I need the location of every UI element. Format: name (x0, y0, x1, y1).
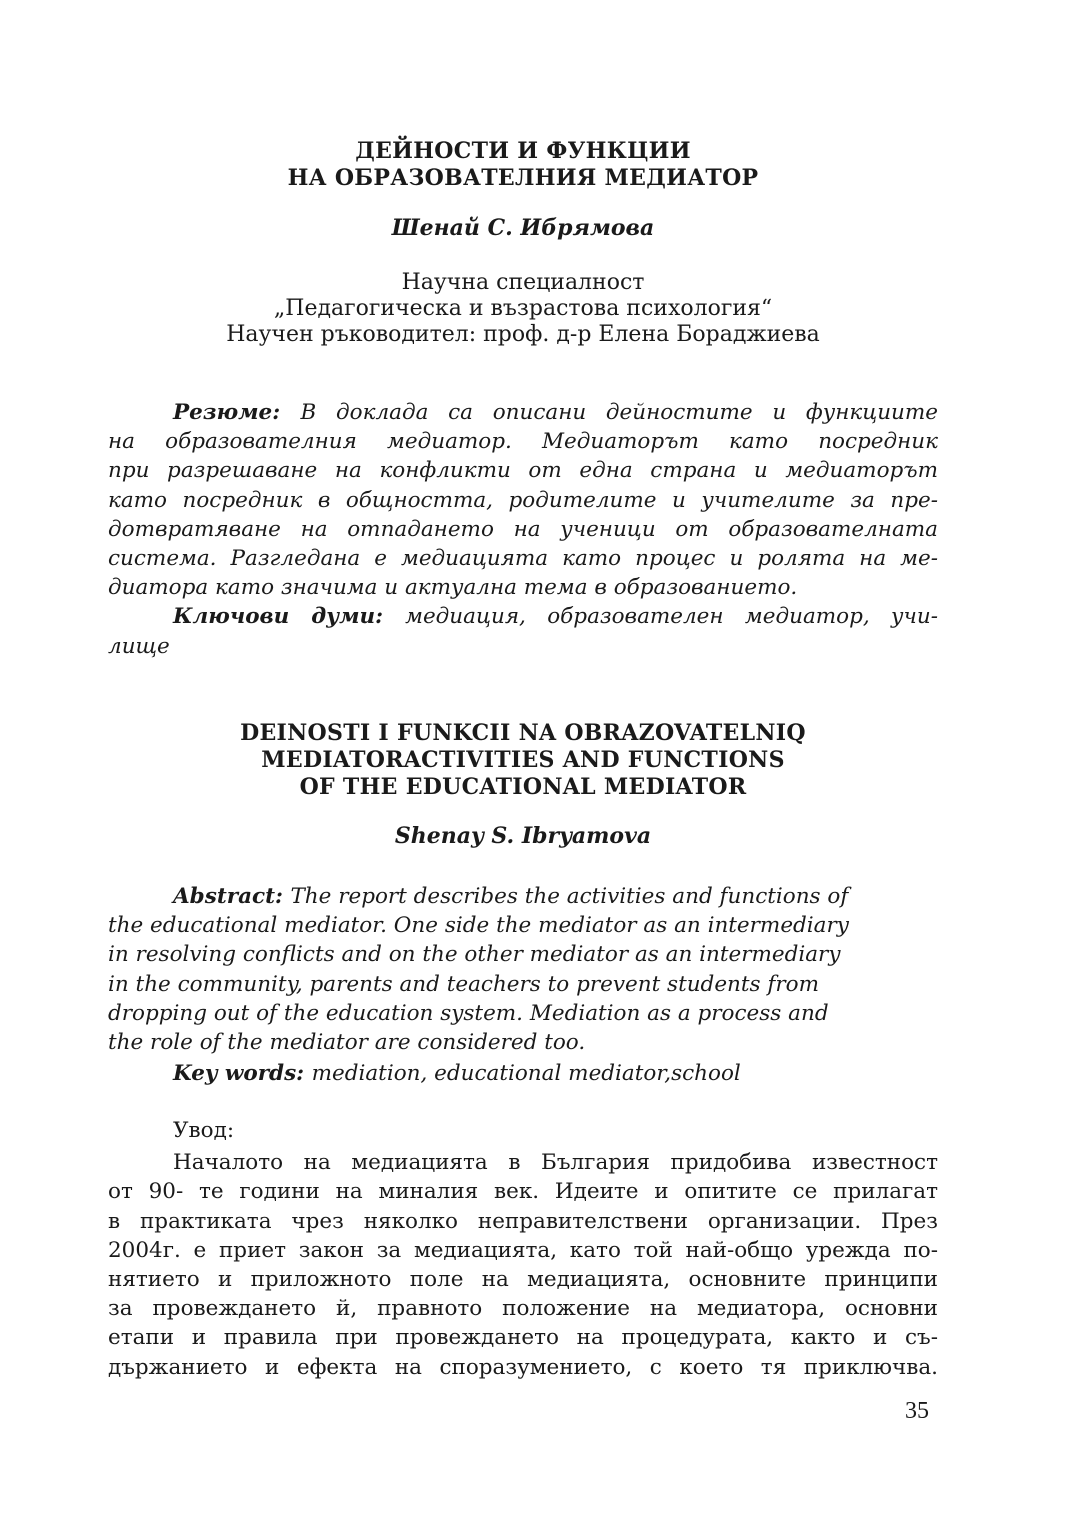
page-number: 35 (905, 1398, 929, 1424)
affiliation-line: „Педагогическа и възрастова психология“ (273, 296, 773, 321)
keywords-line: Key words: mediation, educational mediator,school (173, 1061, 741, 1087)
abstract-line: the educational mediator. One side the mediator as an intermediary (108, 913, 849, 939)
paragraph-line: 2004г. е приет закон за медиацията, като той най-общо урежда по- (108, 1237, 938, 1263)
introduction (108, 1116, 938, 1382)
paragraph-line: държанието и ефекта на споразумението, с което тя приключва. (108, 1354, 938, 1380)
abstract-line: на образователния медиатор. Медиаторът като посредник (108, 429, 938, 455)
en-title-line: OF THE EDUCATIONAL MEDIATOR (299, 774, 747, 800)
abstract-line: in the community, parents and teachers to prevent students from (108, 971, 819, 997)
en-author: Shenay S. Ibryamova (394, 823, 652, 849)
label: Ключови думи: (173, 604, 406, 630)
keywords-line: Ключови думи: медиация, образователен медиатор, учи- (173, 604, 939, 630)
abstract-line: при разрешаване на конфликти от една страна и медиаторът (108, 458, 938, 484)
paragraph-line: в практиката чрез няколко неправителствени организации. През (108, 1208, 938, 1234)
label: Резюме: (173, 400, 301, 425)
abstract-line: дотвратяване на отпадането на ученици от образователната (108, 516, 938, 542)
abstract-line: in resolving conflicts and on the other mediator as an intermediary (108, 942, 841, 968)
en-title-line: MEDIATORACTIVITIES AND FUNCTIONS (261, 747, 785, 773)
en-title (108, 720, 938, 801)
abstract-line: the role of the mediator are considered too. (108, 1029, 586, 1055)
abstract-line: Резюме: В доклада са описани дейностите и функциите (173, 400, 938, 425)
en-abstract (108, 882, 938, 1088)
bg-title-line: НА ОБРАЗОВАТЕЛНИЯ МЕДИАТОР (287, 165, 759, 191)
bg-abstract (108, 398, 938, 661)
abstract-line: диатора като значима и актуална тема в образованието. (108, 575, 798, 601)
abstract-line: система. Разгледана е медиацията като процес и ролята на ме- (108, 545, 938, 571)
bg-author: Шенай С. Ибрямова (391, 215, 655, 241)
abstract-line: Abstract: The report describes the activities and functions of (173, 884, 849, 909)
bg-title-line: ДЕЙНОСТИ И ФУНКЦИИ (355, 138, 691, 164)
abstract-line: като посредник в общността, родителите и учителите за пре- (108, 487, 938, 513)
paragraph-line: етапи и правила при провеждането на процедурата, както и съ- (108, 1325, 938, 1351)
affiliation (108, 270, 938, 348)
keywords-line: лище (108, 633, 170, 659)
affiliation-line: Научен ръководител: проф. д-р Елена Бораджиева (226, 322, 820, 347)
affiliation-line: Научна специалност (401, 270, 645, 295)
en-title-line: DEINOSTI I FUNKCII NA OBRAZOVATELNIQ (240, 720, 806, 746)
bg-title (108, 138, 938, 192)
label: Abstract: (173, 884, 291, 909)
paragraph-line: нятието и приложното поле на медиацията, основните принципи (108, 1266, 938, 1292)
intro-heading: Увод: (173, 1118, 235, 1143)
paragraph-line: за провеждането й, правното положение на медиатора, основни (108, 1296, 938, 1322)
paragraph-line: от 90- те години на миналия век. Идеите и опитите се прилагат (108, 1179, 938, 1205)
label: Key words: (173, 1061, 312, 1087)
abstract-line: dropping out of the education system. Mediation as a process and (108, 1000, 829, 1026)
paragraph-line: Началото на медиацията в България придобива известност (173, 1150, 938, 1176)
